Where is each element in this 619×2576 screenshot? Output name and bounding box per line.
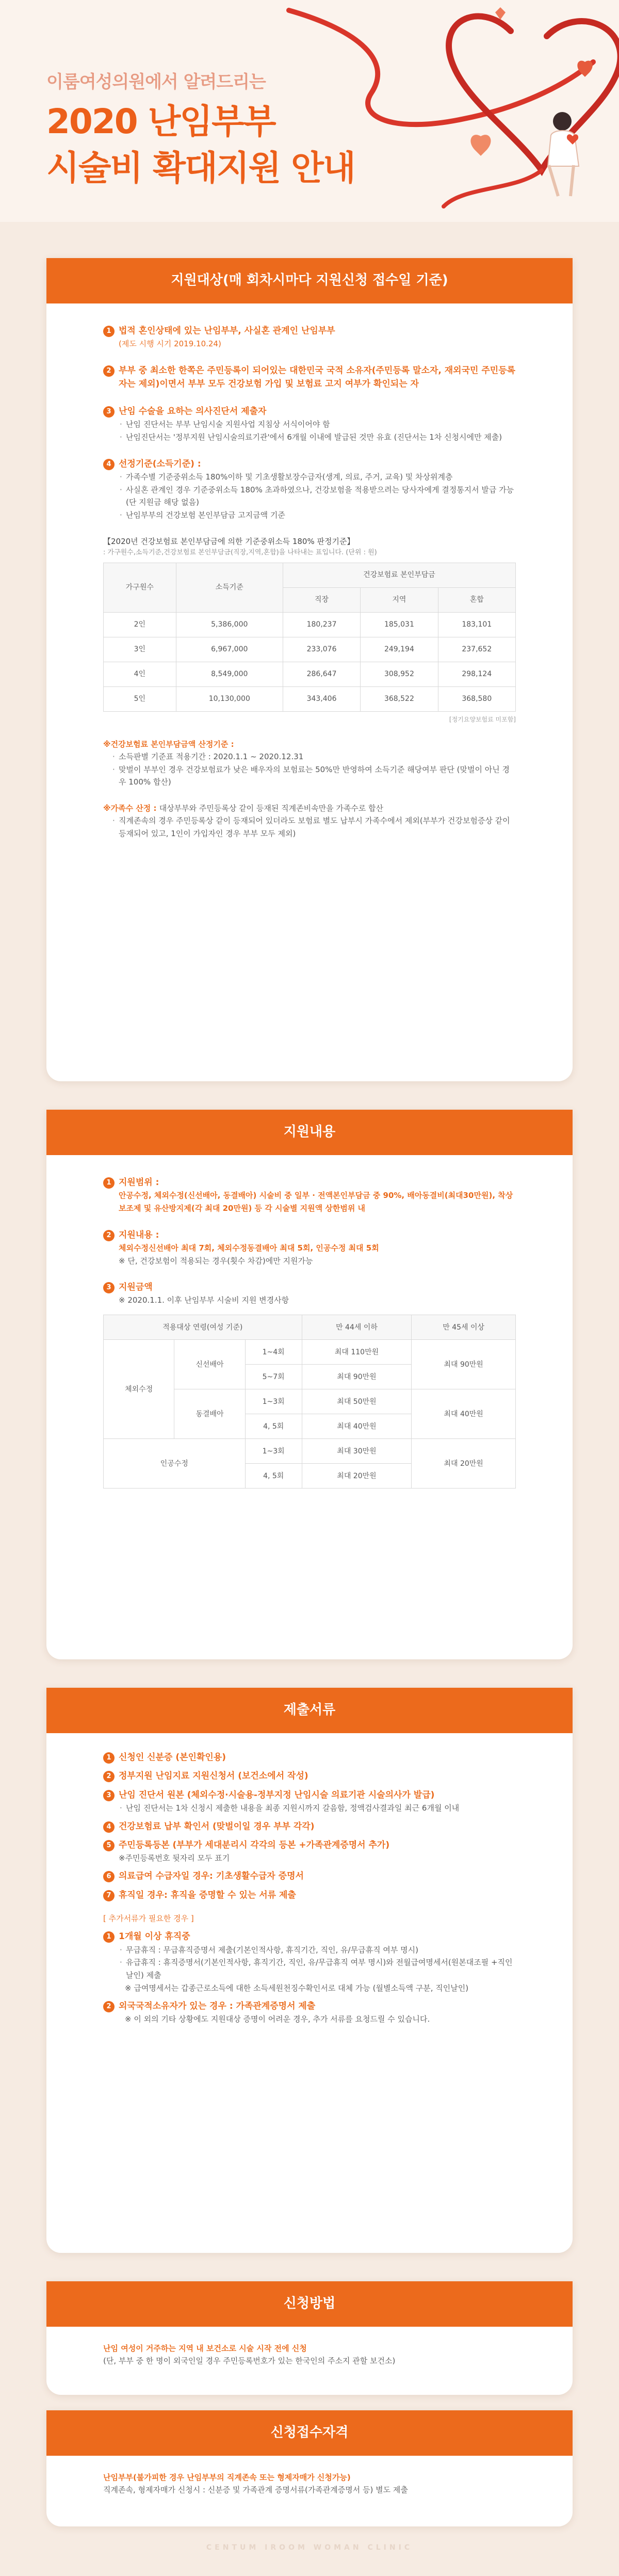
bullet-text: · 직계존속의 경우 주민등록상 같이 등재되어 있더라도 보험료 별도 납부시 가족수에서 제외(부부가 건강보험증상 같이 등재되어 있고, 1인이 가입자인 경우 부부 모두 제외) <box>111 814 516 840</box>
doc-item <box>103 1838 516 1864</box>
cell: 249,194 <box>361 637 438 662</box>
eligibility-line: 난임부부(불가피한 경우 난임부부의 직계존속 또는 형제자매가 신청가능) <box>103 2473 351 2482</box>
woman-figure-icon <box>553 112 572 131</box>
bullet-text: · 무급휴직 : 무급휴직증명서 제출(기본인적사항, 휴직기간, 직인, 유/무급휴직 여부 명시) <box>119 1944 516 1957</box>
th-region: 지역 <box>361 587 438 612</box>
cell: 8,549,000 <box>176 662 283 686</box>
bullet-text: · 난임 진단서는 1차 신청시 제출한 내용을 최종 지원시까지 갈음함, 정액검사결과일 최근 6개월 이내 <box>119 1802 516 1815</box>
bullet-text: · 사실혼 관계인 경우 기준중위소득 180% 초과하였으나, 건강보험을 적용받으려는 당사자에게 결정통지서 발급 가능(단 지원금 해당 없음) <box>119 484 516 509</box>
number-badge: 1 <box>103 1931 115 1943</box>
cell: 4, 5회 <box>245 1464 302 1489</box>
cell: 343,406 <box>283 686 360 711</box>
cell: 4, 5회 <box>245 1414 302 1439</box>
cell: 최대 40만원 <box>302 1414 412 1439</box>
th-mixed: 혼합 <box>438 587 515 612</box>
cell: 1~3회 <box>245 1389 302 1414</box>
criteria-text: 대상부부와 주민등록상 같이 등재된 직계존비속만을 가족수로 합산 <box>159 804 384 813</box>
item-sub: 안공수정, 체외수정(신선배아, 동결배아) 시술비 중 일부 · 전액본인부담금 중 90%, 배아동결비(최대30만원), 착상보조제 및 유산방지제(각 최대 20만원) 등 각 시술별 지원액 상한범위 내 <box>119 1191 513 1213</box>
criteria-heading: ※가족수 산정 : <box>103 804 159 813</box>
table-caption: [정기요양보험료 미포함] <box>449 715 516 723</box>
support-item <box>103 1176 516 1215</box>
documents-card <box>46 1688 573 2253</box>
item-title: 1개월 이상 휴직중 <box>119 1931 190 1942</box>
table-title: 【2020년 건강보험료 본인부담금에 의한 기준중위소득 180% 판정기준】 <box>103 536 355 546</box>
doc-item <box>103 1820 516 1833</box>
doc-item <box>103 1769 516 1783</box>
eligibility-item <box>103 457 516 522</box>
number-badge: 2 <box>103 2001 115 2012</box>
table-row <box>104 662 516 686</box>
cell: 185,031 <box>361 612 438 637</box>
item-sub: (제도 시행 시기 2019.10.24) <box>119 339 221 349</box>
cell: 신선배아 <box>174 1340 245 1389</box>
hero-title-line1: 2020 난임부부 <box>46 102 275 141</box>
cell: 최대 50만원 <box>302 1389 412 1414</box>
doc-item <box>103 1788 516 1815</box>
eligibility-item <box>103 324 516 350</box>
cell: 180,237 <box>283 612 360 637</box>
number-badge: 3 <box>103 1790 115 1801</box>
number-badge: 4 <box>103 459 115 470</box>
application-method-card <box>46 2281 573 2395</box>
section-header: 신청접수자격 <box>46 2410 573 2456</box>
cell: 368,522 <box>361 686 438 711</box>
support-item <box>103 1281 516 1489</box>
family-count-criteria <box>103 802 516 840</box>
premium-criteria <box>103 738 516 789</box>
th-premium: 건강보험료 본인부담금 <box>283 563 515 587</box>
th-work: 직장 <box>283 587 360 612</box>
section-header: 신청방법 <box>46 2281 573 2327</box>
income-table <box>103 563 516 712</box>
bullet-text: · 유급휴직 : 휴직증명서(기본인적사항, 휴직기간, 직인, 유/무급휴직 여부 명시)와 전월급여명세서(원본대조필 +직인날인) 제출 <box>119 1956 516 1982</box>
number-badge: 1 <box>103 1752 115 1764</box>
number-badge: 5 <box>103 1840 115 1851</box>
extra-doc-item <box>103 1930 516 1994</box>
method-line: 난임 여성이 거주하는 지역 내 보건소로 시술 시작 전에 신청 <box>103 2344 307 2353</box>
th-over45: 만 45세 이상 <box>412 1315 516 1340</box>
item-title: 외국국적소유자가 있는 경우 : 가족관계증명서 제출 <box>119 2001 316 2011</box>
item-title: 난임 진단서 원본 (체외수정·시술용-정부지정 난임시술 의료기관 시술의사가 발급) <box>119 1789 435 1800</box>
table-row <box>104 612 516 637</box>
section-header: 제출서류 <box>46 1688 573 1733</box>
heart-icon <box>470 135 491 156</box>
th-under44: 만 44세 이하 <box>302 1315 412 1340</box>
number-badge: 7 <box>103 1890 115 1901</box>
income-table-block <box>103 535 516 725</box>
number-badge: 6 <box>103 1871 115 1882</box>
criteria-heading: ※건강보험료 본인부담금액 산정기준 : <box>103 739 234 749</box>
number-badge: 1 <box>103 326 115 337</box>
bullet-text: · 가족수별 기준중위소득 180%이하 및 기초생활보장수급자(생계, 의료, 주거, 교육) 및 차상위계층 <box>119 471 516 484</box>
bullet-text: · 난임부부의 건강보험 본인부담금 고지금액 기준 <box>119 509 516 522</box>
cell: 최대 110만원 <box>302 1340 412 1365</box>
item-title: 휴직일 경우: 휴직을 증명할 수 있는 서류 제출 <box>119 1890 296 1900</box>
number-badge: 3 <box>103 406 115 418</box>
cell: 3인 <box>104 637 176 662</box>
item-title: 의료급여 수급자일 경우: 기초생활수급자 증명서 <box>119 1871 304 1882</box>
doc-item <box>103 1889 516 1902</box>
table-subtitle: : 가구원수,소득기준,건강보험료 본인부담금(직장,지역,혼합)을 나타내는 표입니다. (단위 : 원) <box>103 548 377 556</box>
number-badge: 2 <box>103 365 115 377</box>
number-badge: 3 <box>103 1282 115 1293</box>
item-title: 정부지원 난임지료 지원신청서 (보건소에서 작성) <box>119 1771 308 1782</box>
cell: 298,124 <box>438 662 515 686</box>
support-card <box>46 1110 573 1659</box>
cell: 2인 <box>104 612 176 637</box>
cell: 최대 40만원 <box>412 1389 516 1439</box>
cell: 인공수정 <box>104 1439 246 1489</box>
cell: 최대 90만원 <box>302 1365 412 1389</box>
cell: 1~3회 <box>245 1439 302 1464</box>
item-note: ※ 이 외의 기타 상황에도 지원대상 증명이 어려운 경우, 추가 서류를 요청드릴 수 있습니다. <box>125 2014 430 2024</box>
item-title: 지원내용 : <box>119 1229 159 1240</box>
item-title: 신청인 신분증 (본인확인용) <box>119 1752 226 1763</box>
item-note: ※ 2020.1.1. 이후 난임부부 시술비 지원 변경사항 <box>119 1295 289 1305</box>
eligibility-card <box>46 258 573 1081</box>
table-row <box>104 686 516 711</box>
item-note: ※ 급여명세서는 갑종근로소득에 대한 소득세원천징수확인서로 대체 가능 (월별소득액 구분, 직인날인) <box>125 1983 469 1993</box>
cell: 체외수정 <box>104 1340 174 1439</box>
number-badge: 2 <box>103 1771 115 1782</box>
number-badge: 4 <box>103 1821 115 1833</box>
bullet-text: · 난임 진단서는 부부 난임시술 지원사업 지침상 서식이어야 함 <box>119 418 516 431</box>
cell: 233,076 <box>283 637 360 662</box>
cell: 308,952 <box>361 662 438 686</box>
eligibility-item <box>103 364 516 391</box>
eligibility-note: 직계존속, 형제자매가 신청시 : 신분증 및 가족관계 증명서류(가족관계증명서 등) 별도 제출 <box>103 2485 408 2494</box>
cell: 5인 <box>104 686 176 711</box>
item-title: 부부 중 최소한 한쪽은 주민등록이 되어있는 대한민국 국적 소유자(주민등록 말소자, 재외국민 주민등록자는 제외)이면서 부부 모두 건강보험 가입 및 보험료 고지 여부가 확인되는 자 <box>119 365 516 390</box>
hero-kicker: 이룸여성의원에서 알려드리는 <box>46 72 266 92</box>
bullet-text: · 난임진단서는 '정부지원 난임시술의료기관'에서 6개월 이내에 발급된 것만 유효 (진단서는 1차 신청시에만 제출) <box>119 431 516 444</box>
item-title: 주민등록등본 (부부가 세대분리시 각각의 등본 +가족관계증명서 추가) <box>119 1840 390 1851</box>
method-note: (단, 부부 중 한 명이 외국인일 경우 주민등록번호가 있는 한국인의 주소지 관할 보건소) <box>103 2356 396 2365</box>
th-age: 적용대상 연령(여성 기준) <box>104 1315 302 1340</box>
hero-banner <box>0 0 619 222</box>
hero-title-line2: 시술비 확대지원 안내 <box>46 148 355 188</box>
doc-item <box>103 1869 516 1883</box>
item-note: ※주민등록번호 뒷자리 모두 표기 <box>119 1853 230 1863</box>
section-header: 지원대상(매 회차시마다 지원신청 접수일 기준) <box>46 258 573 303</box>
bullet-text: · 맞벌이 부부인 경우 건강보험료가 낮은 배우자의 보험료는 50%만 반영하여 소득기준 해당여부 판단 (맞벌이 아닌 경우 100% 합산) <box>111 763 516 789</box>
th-family: 가구원수 <box>104 563 176 612</box>
cell: 5~7회 <box>245 1365 302 1389</box>
item-title: 지원금액 <box>119 1282 153 1292</box>
table-row <box>104 1340 516 1365</box>
item-title: 지원범위 : <box>119 1177 159 1188</box>
table-row <box>104 1439 516 1464</box>
cell: 10,130,000 <box>176 686 283 711</box>
cell: 최대 90만원 <box>412 1340 516 1389</box>
extra-doc-item <box>103 1999 516 2025</box>
cell: 최대 20만원 <box>412 1439 516 1489</box>
bullet-text: · 소득판별 기준표 적용기간 : 2020.1.1 ~ 2020.12.31 <box>111 750 516 763</box>
support-amount-table <box>103 1315 516 1489</box>
number-badge: 1 <box>103 1177 115 1189</box>
cell: 6,967,000 <box>176 637 283 662</box>
cell: 5,386,000 <box>176 612 283 637</box>
section-header: 지원내용 <box>46 1110 573 1155</box>
cell: 최대 30만원 <box>302 1439 412 1464</box>
cell: 1~4회 <box>245 1340 302 1365</box>
item-note: ※ 단, 건강보험이 적용되는 경우(횟수 차감)에만 지원가능 <box>119 1256 313 1266</box>
item-sub: 체외수정신선배아 최대 7회, 체외수정동결배아 최대 5회, 인공수정 최대 5회 <box>119 1243 379 1253</box>
applicant-eligibility-card <box>46 2410 573 2526</box>
cell: 4인 <box>104 662 176 686</box>
cell: 237,652 <box>438 637 515 662</box>
extra-docs-heading: [ 추가서류가 필요한 경우 ] <box>103 1914 194 1924</box>
cell: 183,101 <box>438 612 515 637</box>
item-title: 난임 수술을 요하는 의사진단서 제출자 <box>119 406 267 417</box>
eligibility-item <box>103 405 516 444</box>
footer-clinic-name: CENTUM IROOM WOMAN CLINIC <box>206 2543 413 2552</box>
cell: 최대 20만원 <box>302 1464 412 1489</box>
number-badge: 2 <box>103 1230 115 1241</box>
doc-item <box>103 1751 516 1764</box>
cell: 286,647 <box>283 662 360 686</box>
item-title: 건강보험료 납부 확인서 (맞벌이일 경우 부부 각각) <box>119 1821 315 1832</box>
table-row <box>104 637 516 662</box>
th-income: 소득기준 <box>176 563 283 612</box>
cell: 동결배아 <box>174 1389 245 1439</box>
item-title: 선정기준(소득기준) : <box>119 458 201 469</box>
support-item <box>103 1228 516 1267</box>
item-title: 법적 혼인상태에 있는 난임부부, 사실혼 관계인 난임부부 <box>119 326 335 336</box>
cell: 368,580 <box>438 686 515 711</box>
